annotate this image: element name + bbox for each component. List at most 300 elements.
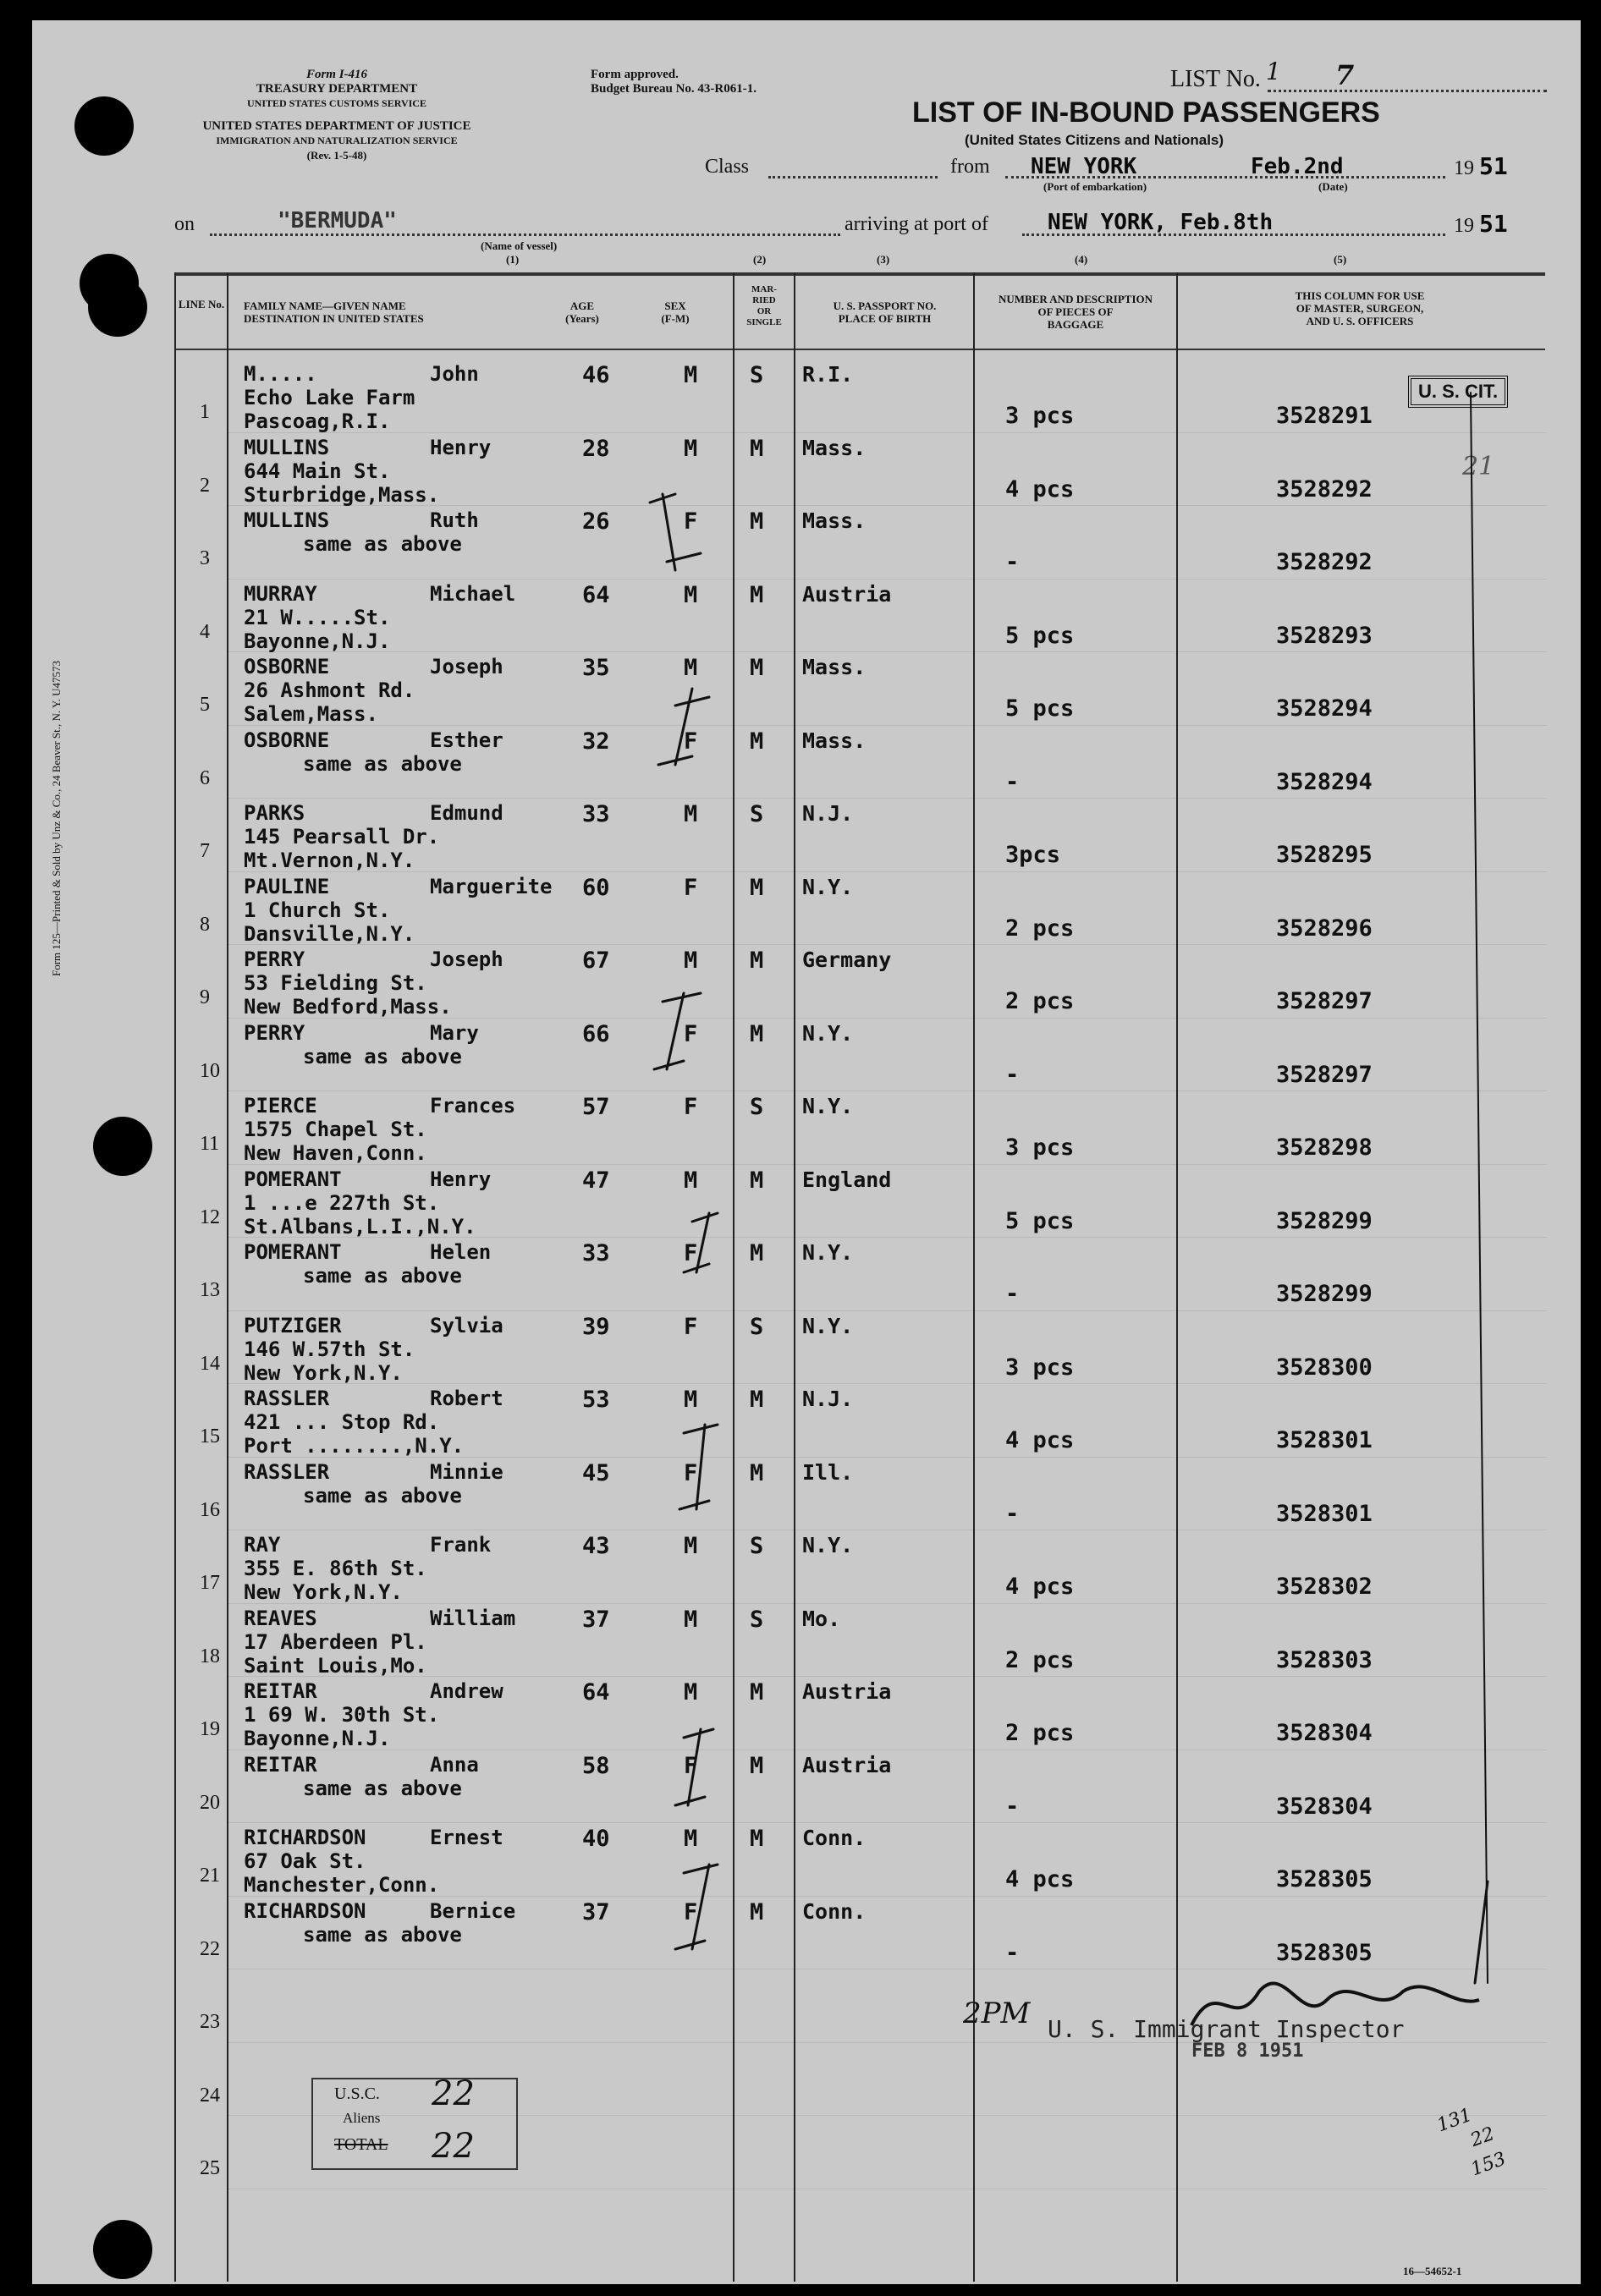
row-sex: M: [684, 1533, 698, 1559]
row-age: 46: [582, 362, 610, 388]
table-row-rule: [227, 944, 1547, 945]
table-row-rule: [227, 1310, 1547, 1311]
date-caption: (Date): [1318, 180, 1348, 193]
table-row-rule: [227, 2042, 1547, 2043]
row-line-number: 2: [200, 474, 210, 497]
row-officer-number: 3528299: [1276, 1281, 1373, 1307]
row-officer-number: 3528291: [1276, 403, 1373, 429]
row-family-name: PARKS: [244, 801, 305, 825]
row-line-number: 21: [200, 1865, 220, 1887]
row-address-1: 1575 Chapel St.: [244, 1118, 427, 1141]
row-officer-number: 3528301: [1276, 1500, 1373, 1527]
row-birthplace: Mo.: [802, 1606, 841, 1631]
row-marital: M: [750, 1459, 764, 1486]
row-address-2: Manchester,Conn.: [244, 1873, 440, 1897]
row-marital: S: [750, 1313, 764, 1340]
row-address-1: 1 69 W. 30th St.: [244, 1703, 440, 1727]
row-marital: M: [750, 1167, 764, 1194]
row-sex: M: [684, 948, 698, 974]
row-marital: S: [750, 362, 764, 388]
row-officer-number: 3528295: [1276, 842, 1373, 868]
row-baggage: 5 pcs: [1005, 1207, 1075, 1234]
row-family-name: RICHARDSON: [244, 1826, 366, 1849]
row-officer-number: 3528298: [1276, 1134, 1373, 1161]
row-address-2: Bayonne,N.J.: [244, 1727, 391, 1750]
row-address-2: New Bedford,Mass.: [244, 995, 452, 1019]
inspector-stamp-date: FEB 8 1951: [1191, 2041, 1304, 2062]
row-line-number: 7: [200, 840, 210, 862]
row-officer-number: 3528305: [1276, 1939, 1373, 1966]
row-given-name: Edmund: [430, 801, 503, 825]
row-address-1: same as above: [303, 532, 462, 556]
row-sex: M: [684, 1826, 698, 1852]
row-age: 32: [582, 728, 610, 755]
col-header-name: FAMILY NAME—GIVEN NAME DESTINATION IN UNITED STATES: [244, 299, 424, 325]
total-label: TOTAL: [334, 2135, 388, 2154]
row-age: 40: [582, 1826, 610, 1852]
row-line-number: 3: [200, 547, 210, 569]
row-marital: M: [750, 1240, 764, 1266]
row-given-name: Esther: [430, 728, 503, 752]
approved-text: Form approved.: [591, 68, 679, 81]
row-family-name: MULLINS: [244, 508, 330, 532]
row-family-name: PIERCE: [244, 1094, 317, 1118]
row-age: 26: [582, 508, 610, 535]
table-row-rule: [227, 798, 1547, 799]
from-value: NEW YORK: [1031, 154, 1137, 179]
inspector-signature: [1183, 1966, 1488, 2042]
row-address-2: Pascoag,R.I.: [244, 409, 391, 433]
row-family-name: RASSLER: [244, 1459, 330, 1484]
row-marital: S: [750, 1533, 764, 1559]
document-sheet: [32, 20, 1581, 2284]
row-given-name: Ernest: [430, 1826, 503, 1849]
row-sex: F: [684, 874, 698, 901]
row-officer-number: 3528297: [1276, 1061, 1373, 1088]
col-header-passport: U. S. PASSPORT NO. PLACE OF BIRTH: [833, 299, 937, 325]
row-birthplace: N.Y.: [802, 1533, 854, 1557]
row-family-name: M.....: [244, 362, 317, 386]
row-age: 64: [582, 581, 610, 608]
inspector-title: U. S. Immigrant Inspector: [1048, 2015, 1405, 2043]
row-birthplace: Austria: [802, 1752, 892, 1777]
row-age: 47: [582, 1167, 610, 1194]
row-baggage: 4 pcs: [1005, 1427, 1075, 1453]
corner-note-3: 153: [1467, 2148, 1510, 2181]
row-line-number: 9: [200, 986, 210, 1008]
row-address-2: St.Albans,L.I.,N.Y.: [244, 1214, 476, 1239]
row-birthplace: Austria: [802, 1679, 892, 1704]
row-given-name: Robert: [430, 1387, 503, 1410]
row-age: 58: [582, 1752, 610, 1779]
row-marital: S: [750, 1606, 764, 1633]
row-sex: F: [684, 1094, 698, 1120]
col-num-5: (5): [1334, 253, 1347, 266]
row-baggage: 2 pcs: [1005, 1720, 1075, 1746]
row-baggage: 4 pcs: [1005, 1574, 1075, 1600]
row-birthplace: Conn.: [802, 1898, 867, 1924]
row-given-name: Anna: [430, 1752, 479, 1777]
row-baggage: 3 pcs: [1005, 1134, 1075, 1161]
row-officer-number: 3528296: [1276, 915, 1373, 942]
col-header-baggage: NUMBER AND DESCRIPTION OF PIECES OF BAGGAGE: [998, 293, 1153, 331]
list-label: LIST No.: [1170, 66, 1261, 92]
row-officer-number: 3528294: [1276, 695, 1373, 722]
row-baggage: -: [1005, 1500, 1020, 1527]
col-num-3: (3): [877, 253, 890, 266]
row-address-1: 1 ...e 227th St.: [244, 1190, 440, 1215]
row-birthplace: N.Y.: [802, 1020, 854, 1046]
row-birthplace: Mass.: [802, 435, 867, 460]
row-marital: M: [750, 948, 764, 974]
us-cit-stamp: U. S. CIT.: [1408, 376, 1508, 408]
year-prefix-2: 19: [1454, 215, 1474, 237]
row-age: 35: [582, 655, 610, 681]
from-label: from: [950, 156, 990, 178]
table-row-rule: [227, 1822, 1547, 1823]
from-date: Feb.2nd: [1251, 154, 1344, 179]
row-birthplace: N.Y.: [802, 1313, 854, 1338]
row-line-number: 8: [200, 913, 210, 936]
row-family-name: RAY: [244, 1533, 281, 1557]
row-baggage: -: [1005, 549, 1020, 575]
row-sex: M: [684, 435, 698, 462]
row-address-1: 17 Aberdeen Pl.: [244, 1629, 427, 1654]
row-birthplace: N.Y.: [802, 874, 854, 899]
table-row-rule: [227, 2115, 1547, 2116]
row-birthplace: Ill.: [802, 1459, 854, 1485]
row-baggage: 3pcs: [1005, 842, 1061, 868]
row-baggage: 2 pcs: [1005, 988, 1075, 1014]
row-family-name: PUTZIGER: [244, 1313, 342, 1338]
row-officer-number: 3528304: [1276, 1793, 1373, 1820]
row-given-name: Henry: [430, 435, 492, 459]
row-officer-number: 3528292: [1276, 549, 1373, 575]
row-baggage: -: [1005, 768, 1020, 795]
corner-note-2: 22: [1467, 2123, 1498, 2152]
row-family-name: REAVES: [244, 1606, 317, 1630]
row-marital: M: [750, 728, 764, 755]
row-birthplace: Austria: [802, 581, 892, 607]
row-age: 37: [582, 1606, 610, 1633]
row-address-1: same as above: [303, 1483, 462, 1508]
row-age: 43: [582, 1533, 610, 1559]
row-address-1: Echo Lake Farm: [244, 386, 415, 409]
row-address-1: 21 W.....St.: [244, 605, 391, 629]
row-sex: M: [684, 655, 698, 681]
table-row-rule: [227, 432, 1547, 433]
row-sex: F: [684, 1459, 698, 1486]
row-sex: F: [684, 1898, 698, 1925]
row-line-number: 11: [200, 1133, 220, 1155]
row-sex: F: [684, 1752, 698, 1779]
list-prefix-mark: 1: [1266, 58, 1281, 85]
on-label: on: [174, 213, 195, 235]
row-officer-number: 3528299: [1276, 1207, 1373, 1234]
row-address-1: 67 Oak St.: [244, 1849, 366, 1873]
row-officer-number: 3528300: [1276, 1354, 1373, 1381]
customs-service: UNITED STATES CUSTOMS SERVICE: [247, 97, 426, 109]
row-marital: M: [750, 435, 764, 462]
row-birthplace: Mass.: [802, 508, 867, 533]
row-line-number: 5: [200, 694, 210, 716]
aliens-label: Aliens: [343, 2110, 381, 2126]
row-sex: M: [684, 362, 698, 388]
row-family-name: POMERANT: [244, 1167, 342, 1191]
row-marital: M: [750, 1826, 764, 1852]
col-header-married: MAR- RIED OR SINGLE: [746, 284, 782, 327]
row-address-1: 644 Main St.: [244, 459, 391, 483]
row-age: 33: [582, 1240, 610, 1266]
year-value-1: 51: [1479, 152, 1508, 180]
row-given-name: Helen: [430, 1240, 492, 1264]
row-baggage: -: [1005, 1939, 1020, 1966]
usc-value: 22: [432, 2074, 475, 2113]
footer-code: 16—54652-1: [1403, 2265, 1462, 2277]
row-age: 39: [582, 1313, 610, 1340]
row-address-1: 1 Church St.: [244, 898, 391, 922]
col-header-officers: THIS COLUMN FOR USE OF MASTER, SURGEON, AND U. S. OFFICERS: [1295, 289, 1425, 327]
row-family-name: PAULINE: [244, 874, 330, 898]
row-age: 67: [582, 948, 610, 974]
row-line-number: 14: [200, 1352, 220, 1375]
row-line-number: 15: [200, 1425, 220, 1447]
row-line-number: 23: [200, 2011, 220, 2033]
row-address-2: Sturbridge,Mass.: [244, 482, 440, 507]
row-sex: F: [684, 728, 698, 755]
row-line-number: 20: [200, 1791, 220, 1814]
row-marital: S: [750, 801, 764, 827]
table-row-rule: [227, 1749, 1547, 1750]
row-age: 28: [582, 435, 610, 462]
row-line-number: 10: [200, 1059, 220, 1082]
inspector-time-note: 2PM: [963, 1997, 1031, 2030]
justice-department: UNITED STATES DEPARTMENT OF JUSTICE: [202, 119, 471, 133]
row-baggage: 4 pcs: [1005, 475, 1075, 503]
binder-hole: [93, 1117, 152, 1176]
row-address-1: 26 Ashmont Rd.: [244, 678, 415, 702]
row-baggage: -: [1005, 1793, 1020, 1820]
class-label: Class: [705, 156, 750, 178]
row-address-1: 421 ... Stop Rd.: [244, 1410, 440, 1434]
row-sex: M: [684, 801, 698, 827]
row-marital: S: [750, 1094, 764, 1120]
row-given-name: Joseph: [430, 948, 503, 971]
row-sex: M: [684, 1167, 698, 1194]
vessel-value: "BERMUDA": [278, 208, 397, 233]
col-header-age: AGE (Years): [565, 299, 599, 325]
row-given-name: Sylvia: [430, 1313, 503, 1338]
row-given-name: William: [430, 1606, 516, 1630]
row-line-number: 6: [200, 766, 210, 789]
row-birthplace: Mass.: [802, 728, 867, 753]
row-given-name: Marguerite: [430, 874, 553, 898]
row-family-name: PERRY: [244, 1020, 305, 1045]
row-line-number: 22: [200, 1937, 220, 1960]
row-family-name: MURRAY: [244, 581, 317, 606]
usc-label: U.S.C.: [334, 2085, 380, 2103]
row-line-number: 19: [200, 1718, 220, 1740]
row-given-name: Bernice: [430, 1898, 516, 1923]
table-row-rule: [227, 725, 1547, 726]
page-title: LIST OF IN-BOUND PASSENGERS: [912, 96, 1380, 129]
row-baggage: 5 pcs: [1005, 695, 1075, 722]
vessel-caption: (Name of vessel): [481, 239, 558, 252]
row-baggage: 2 pcs: [1005, 1646, 1075, 1673]
row-officer-number: 3528304: [1276, 1720, 1373, 1746]
row-address-1: same as above: [303, 1264, 462, 1288]
row-given-name: Michael: [430, 581, 516, 606]
row-given-name: Minnie: [430, 1459, 503, 1484]
right-margin-line: [1471, 393, 1488, 1983]
row-address-2: Bayonne,N.J.: [244, 629, 391, 653]
binder-hole: [88, 277, 147, 337]
row-family-name: OSBORNE: [244, 728, 330, 752]
page-subtitle: (United States Citizens and Nationals): [965, 132, 1224, 148]
row-given-name: Andrew: [430, 1679, 503, 1703]
row-officer-number: 3528305: [1276, 1866, 1373, 1892]
row-baggage: 5 pcs: [1005, 622, 1075, 649]
row-given-name: Mary: [430, 1020, 479, 1045]
row-sex: F: [684, 1313, 698, 1340]
table-row-rule: [227, 1603, 1547, 1604]
row-given-name: Ruth: [430, 508, 479, 532]
row-age: 45: [582, 1459, 610, 1486]
row-age: 53: [582, 1387, 610, 1413]
row-baggage: 3 pcs: [1005, 403, 1075, 429]
row-birthplace: R.I.: [802, 362, 854, 387]
row-birthplace: Germany: [802, 948, 892, 972]
col-header-line: LINE No.: [178, 298, 225, 310]
list-number: 7: [1335, 59, 1355, 91]
row-marital: M: [750, 508, 764, 535]
row-line-number: 13: [200, 1279, 220, 1301]
row-family-name: OSBORNE: [244, 655, 330, 678]
form-number: Form I-416: [305, 68, 368, 81]
row-given-name: John: [430, 362, 479, 386]
row-age: 57: [582, 1094, 610, 1120]
row-birthplace: N.Y.: [802, 1240, 854, 1265]
row-age: 33: [582, 801, 610, 827]
row-marital: M: [750, 581, 764, 608]
col-num-4: (4): [1075, 253, 1088, 266]
row-family-name: POMERANT: [244, 1240, 342, 1264]
row-line-number: 17: [200, 1572, 220, 1594]
col-num-2: (2): [753, 253, 767, 266]
row-birthplace: England: [802, 1167, 892, 1192]
row-family-name: RICHARDSON: [244, 1898, 366, 1923]
row-marital: M: [750, 874, 764, 901]
row-age: 60: [582, 874, 610, 901]
row-birthplace: N.Y.: [802, 1094, 854, 1118]
corner-note-1: 131: [1433, 2104, 1476, 2137]
row-family-name: PERRY: [244, 948, 305, 971]
row-sex: F: [684, 1020, 698, 1047]
row-line-number: 12: [200, 1206, 220, 1228]
row-age: 66: [582, 1020, 610, 1047]
row-address-1: 146 W.57th St.: [244, 1337, 415, 1361]
binder-hole: [74, 96, 134, 156]
row-line-number: 24: [200, 2084, 220, 2106]
row-age: 37: [582, 1898, 610, 1925]
row-address-2: New York,N.Y.: [244, 1360, 403, 1385]
row-officer-number: 3528301: [1276, 1427, 1373, 1453]
row-baggage: -: [1005, 1061, 1020, 1088]
table-row-rule: [227, 1090, 1547, 1091]
row-address-2: Dansville,N.Y.: [244, 921, 415, 946]
row-sex: F: [684, 1240, 698, 1266]
printer-side-text: Form 125—Printed & Sold by Unz & Co., 24 Beaver St., N. Y. U47573: [50, 660, 63, 976]
row-given-name: Henry: [430, 1167, 492, 1191]
table-row-rule: [227, 651, 1547, 652]
row-officer-number: 3528292: [1276, 475, 1373, 503]
row-address-2: Saint Louis,Mo.: [244, 1653, 427, 1678]
row-given-name: Frank: [430, 1533, 492, 1557]
row-baggage: 4 pcs: [1005, 1866, 1075, 1892]
arrival-value: NEW YORK, Feb.8th: [1048, 210, 1274, 235]
row-line-number: 1: [200, 401, 210, 423]
col-num-1: (1): [506, 253, 520, 266]
treasury-department: TREASURY DEPARTMENT: [256, 82, 418, 96]
row-sex: M: [684, 1606, 698, 1633]
row-baggage: 3 pcs: [1005, 1354, 1075, 1381]
table-row-rule: [227, 871, 1547, 872]
binder-hole: [93, 2220, 152, 2279]
row-address-1: same as above: [303, 1044, 462, 1068]
row-address-1: 145 Pearsall Dr.: [244, 825, 440, 849]
row-address-2: New York,N.Y.: [244, 1580, 403, 1604]
row-birthplace: N.J.: [802, 1387, 854, 1411]
row-family-name: REITAR: [244, 1752, 317, 1777]
row-address-2: Salem,Mass.: [244, 702, 378, 726]
ins-service: IMMIGRATION AND NATURALIZATION SERVICE: [216, 135, 458, 146]
budget-text: Budget Bureau No. 43-R061-1.: [591, 82, 756, 96]
row-officer-number: 3528294: [1276, 768, 1373, 795]
row-officer-number: 3528302: [1276, 1574, 1373, 1600]
row-officer-number: 3528293: [1276, 622, 1373, 649]
col-header-sex: SEX (F-M): [661, 299, 690, 325]
row-address-1: 355 E. 86th St.: [244, 1557, 427, 1580]
row-marital: M: [750, 1020, 764, 1047]
summary-box: [311, 2074, 518, 2170]
year-prefix-1: 19: [1454, 157, 1474, 179]
port-embark-caption: (Port of embarkation): [1043, 180, 1147, 193]
row-address-1: same as above: [303, 1922, 462, 1947]
row-family-name: MULLINS: [244, 435, 330, 459]
row-officer-number: 3528303: [1276, 1646, 1373, 1673]
row-marital: M: [750, 655, 764, 681]
row-age: 64: [582, 1679, 610, 1706]
margin-note-21: 21: [1462, 452, 1495, 481]
row-sex: M: [684, 1679, 698, 1706]
row-line-number: 4: [200, 620, 210, 643]
row-marital: M: [750, 1387, 764, 1413]
row-address-1: same as above: [303, 751, 462, 776]
row-given-name: Frances: [430, 1094, 516, 1118]
arriving-label: arriving at port of: [845, 213, 988, 235]
row-baggage: 2 pcs: [1005, 915, 1075, 942]
row-line-number: 16: [200, 1498, 220, 1521]
row-given-name: Joseph: [430, 655, 503, 678]
row-officer-number: 3528297: [1276, 988, 1373, 1014]
table-row-rule: [227, 1383, 1547, 1384]
row-sex: M: [684, 1387, 698, 1413]
row-birthplace: Mass.: [802, 655, 867, 679]
row-marital: M: [750, 1679, 764, 1706]
row-line-number: 18: [200, 1645, 220, 1667]
row-sex: F: [684, 508, 698, 535]
row-birthplace: Conn.: [802, 1826, 867, 1850]
